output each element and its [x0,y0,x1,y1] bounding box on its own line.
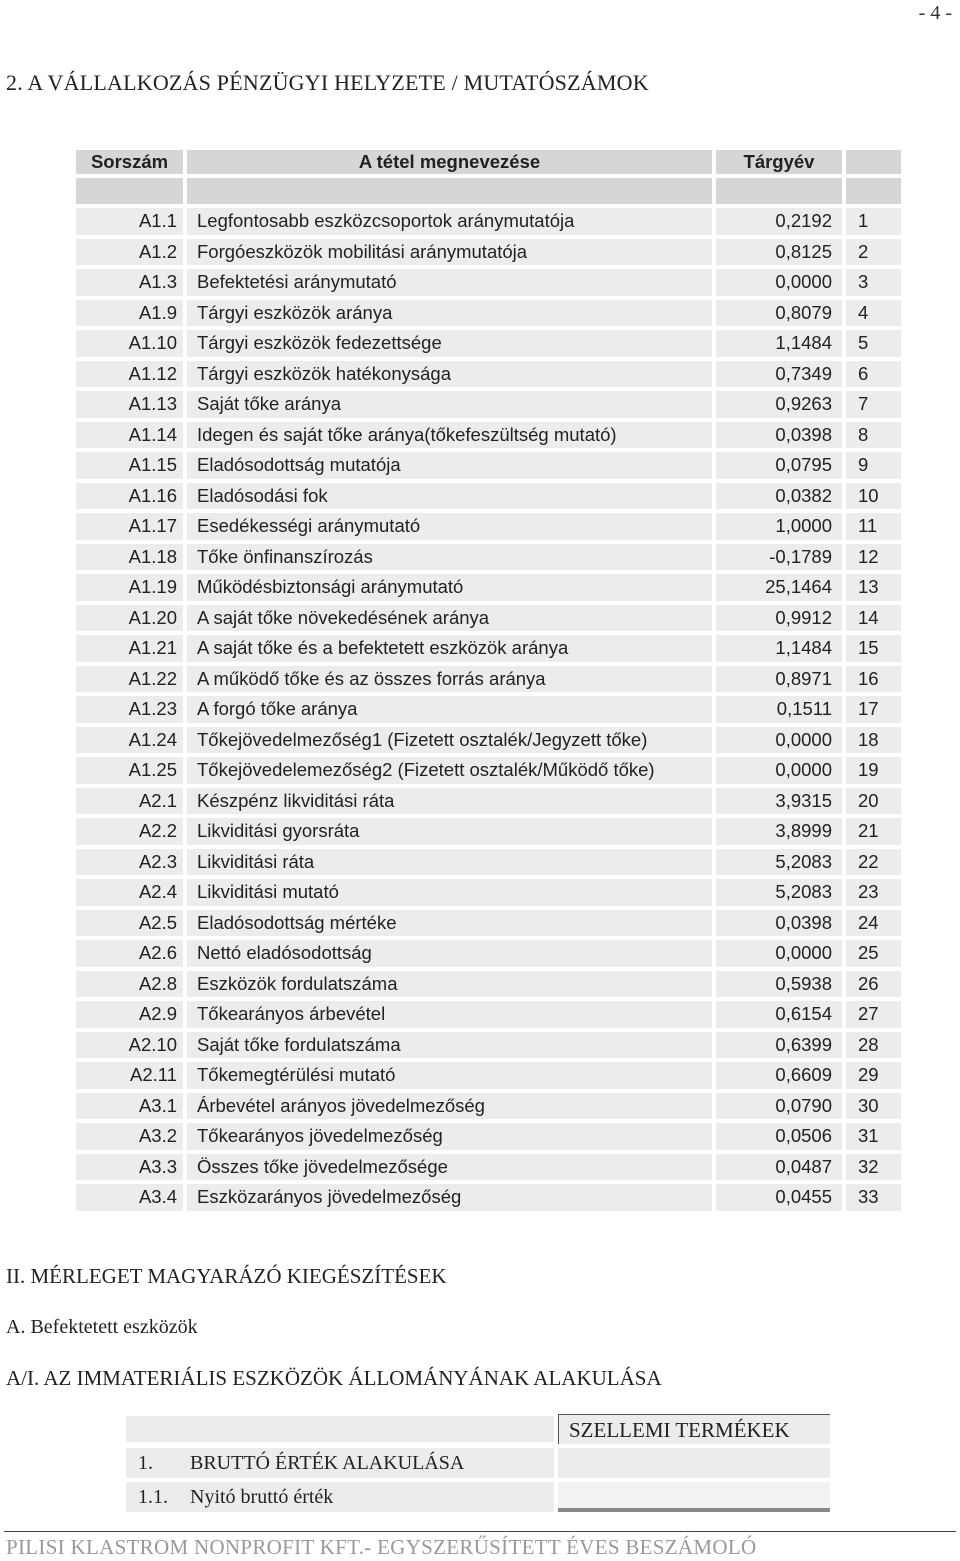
heading-intangible: A/I. AZ IMMATERIÁLIS ESZKÖZÖK ÁLLOMÁNYÁNAK ALAKULÁSA [6,1366,662,1390]
header-name: A tétel megnevezése [187,150,712,174]
row-name: Tőkearányos jövedelmezőség [187,1123,712,1150]
table-row [76,269,901,296]
header-value: Tárgyév [716,150,842,174]
row-number: 10 [846,483,901,510]
row-number: 29 [846,1062,901,1089]
table-row [76,1154,901,1181]
row-name: Eladósodási fok [187,483,712,510]
row-value: 0,8971 [716,666,842,693]
row-value: 0,0000 [716,727,842,754]
row-number: 2 [846,239,901,266]
row-value: 0,2192 [716,208,842,235]
row-value: 0,0382 [716,483,842,510]
page-number: - 4 - [918,2,952,24]
row-code: A1.24 [76,727,183,754]
row-name: Likviditási mutató [187,879,712,906]
row-code: A2.5 [76,910,183,937]
row-code: A1.13 [76,391,183,418]
row-value: 0,0398 [716,910,842,937]
row-code: A1.3 [76,269,183,296]
row-code: A2.3 [76,849,183,876]
table-row [76,1123,901,1150]
row-name: Eszközök fordulatszáma [187,971,712,998]
table-blank-row [76,178,901,204]
row-name: Likviditási ráta [187,849,712,876]
table-row [76,513,901,540]
row-name: Tőkearányos árbevétel [187,1001,712,1028]
ia-row-label: BRUTTÓ ÉRTÉK ALAKULÁSA [190,1452,465,1474]
ia-row [126,1482,554,1512]
ia-header-blank [126,1416,554,1442]
table-row [76,727,901,754]
row-code: A1.20 [76,605,183,632]
table-row [76,574,901,601]
row-number: 12 [846,544,901,571]
row-value: 1,1484 [716,635,842,662]
row-code: A1.18 [76,544,183,571]
row-name: Saját tőke fordulatszáma [187,1032,712,1059]
row-value: 0,0455 [716,1184,842,1211]
row-value: 0,0795 [716,452,842,479]
ratios-table [72,146,905,1215]
heading-sub: A. Befektetett eszközök [6,1316,198,1338]
row-number: 25 [846,940,901,967]
row-number: 28 [846,1032,901,1059]
row-code: A1.21 [76,635,183,662]
heading-main: II. MÉRLEGET MAGYARÁZÓ KIEGÉSZÍTÉSEK [6,1264,447,1288]
row-number: 32 [846,1154,901,1181]
row-number: 4 [846,300,901,327]
table-row [76,300,901,327]
table-row [76,910,901,937]
row-name: Forgóeszközök mobilitási aránymutatója [187,239,712,266]
row-code: A3.1 [76,1093,183,1120]
row-code: A3.2 [76,1123,183,1150]
table-row [76,818,901,845]
section-title: 2. A VÁLLALKOZÁS PÉNZÜGYI HELYZETE / MUTATÓSZÁMOK [6,70,649,95]
row-name: Nettó eladósodottság [187,940,712,967]
row-value: 3,8999 [716,818,842,845]
row-name: Működésbiztonsági aránymutató [187,574,712,601]
row-value: 1,1484 [716,330,842,357]
row-code: A2.11 [76,1062,183,1089]
row-value: 0,7349 [716,361,842,388]
row-value: 0,0000 [716,757,842,784]
row-code: A1.25 [76,757,183,784]
table-row [76,849,901,876]
row-name: Likviditási gyorsráta [187,818,712,845]
row-value: 0,0000 [716,269,842,296]
row-code: A1.2 [76,239,183,266]
row-name: Tárgyi eszközök fedezettsége [187,330,712,357]
table-row [76,1184,901,1211]
row-value: 5,2083 [716,879,842,906]
row-number: 26 [846,971,901,998]
table-header-row [76,150,901,174]
row-code: A2.8 [76,971,183,998]
row-value: 0,5938 [716,971,842,998]
row-number: 13 [846,574,901,601]
ratios-table-body [76,208,901,1211]
row-value: 1,0000 [716,513,842,540]
row-code: A1.16 [76,483,183,510]
row-code: A1.10 [76,330,183,357]
row-number: 18 [846,727,901,754]
table-row [76,330,901,357]
row-code: A1.9 [76,300,183,327]
row-number: 5 [846,330,901,357]
row-value: 0,8125 [716,239,842,266]
row-number: 33 [846,1184,901,1211]
row-code: A2.10 [76,1032,183,1059]
table-row [76,208,901,235]
row-name: Tőke önfinanszírozás [187,544,712,571]
row-value: 0,0506 [716,1123,842,1150]
row-value: 0,6399 [716,1032,842,1059]
table-row [76,605,901,632]
table-row [76,483,901,510]
row-name: Esedékességi aránymutató [187,513,712,540]
ia-row-number: 1.1. [138,1486,168,1508]
footer-divider [4,1531,956,1532]
row-name: Tárgyi eszközök aránya [187,300,712,327]
row-name: A saját tőke és a befektetett eszközök aránya [187,635,712,662]
row-number: 9 [846,452,901,479]
row-value: 0,1511 [716,696,842,723]
ia-row-value [558,1482,830,1512]
row-number: 20 [846,788,901,815]
ia-row [126,1448,554,1478]
table-row [76,239,901,266]
row-name: Tőkemegtérülési mutató [187,1062,712,1089]
table-row [76,696,901,723]
row-number: 23 [846,879,901,906]
table-row [76,1093,901,1120]
row-code: A1.14 [76,422,183,449]
row-value: 3,9315 [716,788,842,815]
row-name: Idegen és saját tőke aránya(tőkefeszültség mutató) [187,422,712,449]
row-name: Legfontosabb eszközcsoportok aránymutatója [187,208,712,235]
ia-column-header: SZELLEMI TERMÉKEK [558,1414,830,1444]
row-name: Összes tőke jövedelmezősége [187,1154,712,1181]
table-row [76,757,901,784]
row-number: 31 [846,1123,901,1150]
table-row [76,1001,901,1028]
row-code: A2.6 [76,940,183,967]
row-number: 24 [846,910,901,937]
row-value: 0,8079 [716,300,842,327]
row-name: Tőkejövedelemezőség2 (Fizetett osztalék/Működő tőke) [187,757,712,784]
table-row [76,666,901,693]
row-number: 16 [846,666,901,693]
row-number: 1 [846,208,901,235]
row-code: A1.1 [76,208,183,235]
header-empty [846,150,901,174]
row-value: 5,2083 [716,849,842,876]
row-name: A működő tőke és az összes forrás aránya [187,666,712,693]
ia-row-value [558,1448,830,1478]
footer-text: PILISI KLASTROM NONPROFIT KFT.- EGYSZERŰSÍTETT ÉVES BESZÁMOLÓ [6,1535,757,1559]
row-name: Eladósodottság mutatója [187,452,712,479]
row-value: 0,9263 [716,391,842,418]
row-code: A2.2 [76,818,183,845]
row-value: 0,0790 [716,1093,842,1120]
table-row [76,1062,901,1089]
ia-row-label: Nyitó bruttó érték [190,1486,334,1508]
row-name: Eladósodottság mértéke [187,910,712,937]
row-value: 0,6609 [716,1062,842,1089]
row-name: A saját tőke növekedésének aránya [187,605,712,632]
table-row [76,544,901,571]
row-code: A3.4 [76,1184,183,1211]
row-number: 30 [846,1093,901,1120]
row-code: A2.4 [76,879,183,906]
row-value: 0,0487 [716,1154,842,1181]
row-value: 0,6154 [716,1001,842,1028]
row-code: A1.17 [76,513,183,540]
row-name: Tárgyi eszközök hatékonysága [187,361,712,388]
row-number: 21 [846,818,901,845]
row-number: 6 [846,361,901,388]
table-row [76,788,901,815]
row-value: -0,1789 [716,544,842,571]
table-row [76,422,901,449]
row-number: 22 [846,849,901,876]
row-code: A1.22 [76,666,183,693]
table-row [76,391,901,418]
row-number: 7 [846,391,901,418]
row-name: Saját tőke aránya [187,391,712,418]
row-number: 17 [846,696,901,723]
row-value: 25,1464 [716,574,842,601]
row-number: 11 [846,513,901,540]
row-name: Árbevétel arányos jövedelmezőség [187,1093,712,1120]
table-row [76,1032,901,1059]
row-value: 0,0398 [716,422,842,449]
row-number: 14 [846,605,901,632]
row-value: 0,9912 [716,605,842,632]
row-name: Befektetési aránymutató [187,269,712,296]
row-number: 27 [846,1001,901,1028]
row-name: Tőkejövedelmezőség1 (Fizetett osztalék/Jegyzett tőke) [187,727,712,754]
table-row [76,879,901,906]
table-row [76,361,901,388]
row-code: A1.23 [76,696,183,723]
table-row [76,635,901,662]
ia-row-number: 1. [138,1452,153,1474]
row-name: A forgó tőke aránya [187,696,712,723]
row-number: 3 [846,269,901,296]
row-number: 15 [846,635,901,662]
table-row [76,971,901,998]
row-code: A2.9 [76,1001,183,1028]
row-code: A2.1 [76,788,183,815]
row-code: A1.12 [76,361,183,388]
row-number: 19 [846,757,901,784]
row-code: A1.19 [76,574,183,601]
table-row [76,940,901,967]
header-code: Sorszám [76,150,183,174]
row-code: A1.15 [76,452,183,479]
row-name: Készpénz likviditási ráta [187,788,712,815]
row-number: 8 [846,422,901,449]
row-value: 0,0000 [716,940,842,967]
table-row [76,452,901,479]
row-code: A3.3 [76,1154,183,1181]
row-name: Eszközarányos jövedelmezőség [187,1184,712,1211]
